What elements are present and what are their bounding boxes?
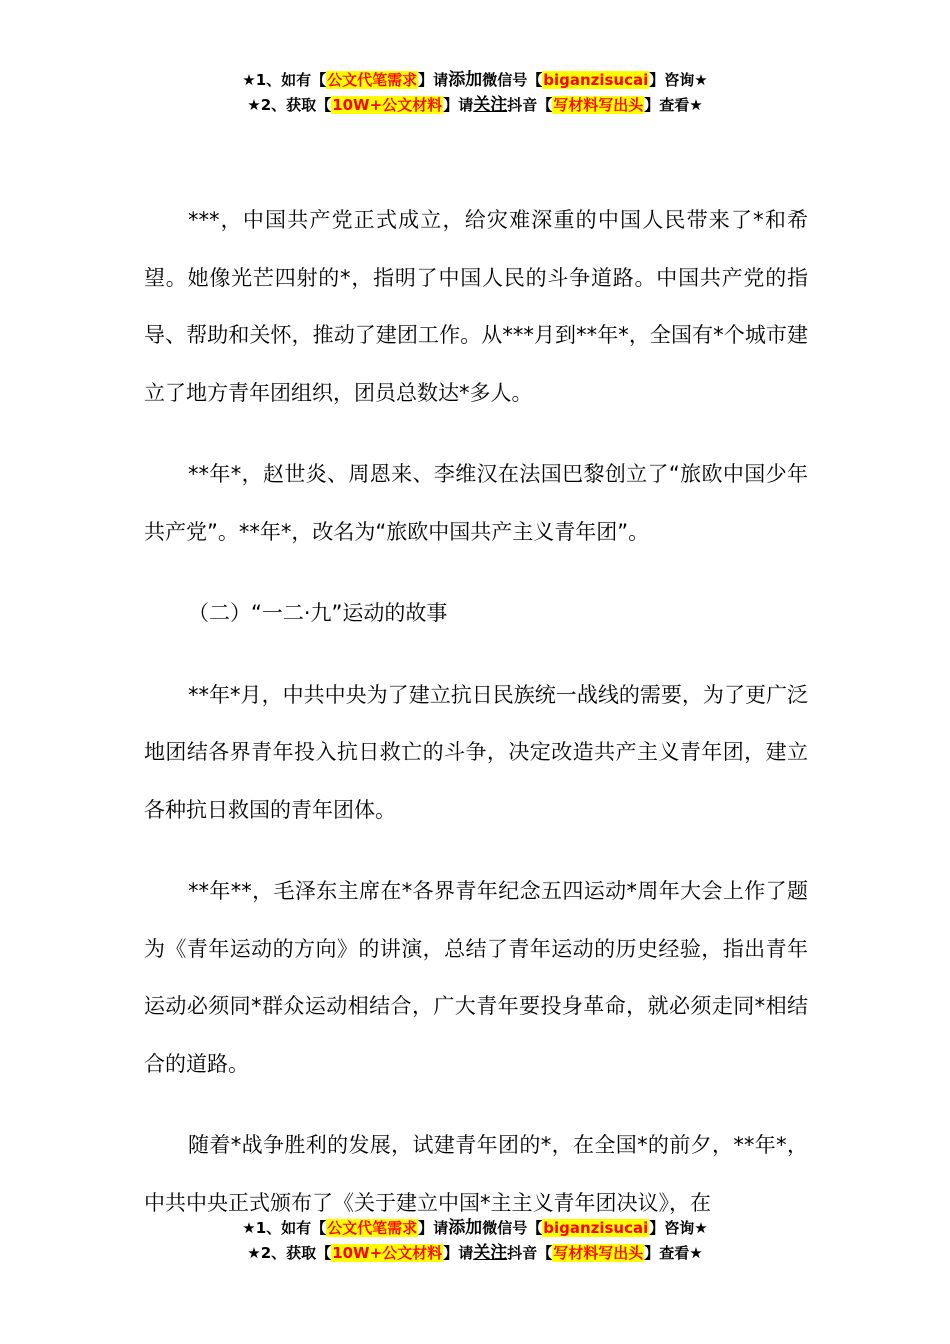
footer-line-1: ★1、如有【公文代笔需求】请添加微信号【biganzisucai】咨询★ <box>242 1218 708 1238</box>
highlight-service: 公文代笔需求 <box>327 71 418 89</box>
banner-line-1: ★1、如有【公文代笔需求】请添加微信号【biganzisucai】咨询★ <box>242 70 708 90</box>
paragraph-4: **年**，毛泽东主席在*各界青年纪念五四运动*周年大会上作了题为《青年运动的方向》的讲演，总结了青年运动的历史经验，指出青年运动必须同*群众运动相结合，广大青年要投身革命，就必须走同*相结合的道路。 <box>144 879 808 1076</box>
highlight-wechat-id: biganzisucai <box>543 71 649 89</box>
footer-highlight-service: 公文代笔需求 <box>327 1219 418 1237</box>
footer-highlight-materials: 10W+公文材料 <box>332 1244 443 1262</box>
paragraph-1: ***，中国共产党正式成立，给灾难深重的中国人民带来了*和希望。她像光芒四射的*，指明了中国人民的斗争道路。中国共产党的指导、帮助和关怀，推动了建团工作。从***月到**年*，全国有*个城市建立了地方青年团组织，团员总数达*多人。 <box>144 208 808 405</box>
paragraph-3: **年*月，中共中央为了建立抗日民族统一战线的需要，为了更广泛地团结各界青年投入抗日救亡的斗争，决定改造共产主义青年团，建立各种抗日救国的青年团体。 <box>144 682 808 822</box>
banner-line-2: ★2、获取【10W+公文材料】请关注抖音【写材料写出头】查看★ <box>247 95 703 115</box>
paragraph-2: **年*，赵世炎、周恩来、李维汉在法国巴黎创立了“旅欧中国少年共产党”。**年*，改名为“旅欧中国共产主义青年团”。 <box>144 462 808 544</box>
footer-banner <box>0 1216 950 1266</box>
header-banner <box>0 68 950 118</box>
highlight-materials: 10W+公文材料 <box>332 96 443 114</box>
paragraph-5: 随着*战争胜利的发展，试建青年团的*，在全国*的前夕，**年*，中共中央正式颁布了《关于建立中国*主主义青年团决议》，在 <box>144 1133 808 1215</box>
document-body <box>144 192 808 1256</box>
footer-highlight-wechat-id: biganzisucai <box>543 1219 649 1237</box>
footer-highlight-douyin: 写材料写出头 <box>553 1244 644 1262</box>
section-heading: （二）“一二·九”运动的故事 <box>188 601 448 625</box>
highlight-douyin: 写材料写出头 <box>553 96 644 114</box>
footer-line-2: ★2、获取【10W+公文材料】请关注抖音【写材料写出头】查看★ <box>247 1243 703 1263</box>
